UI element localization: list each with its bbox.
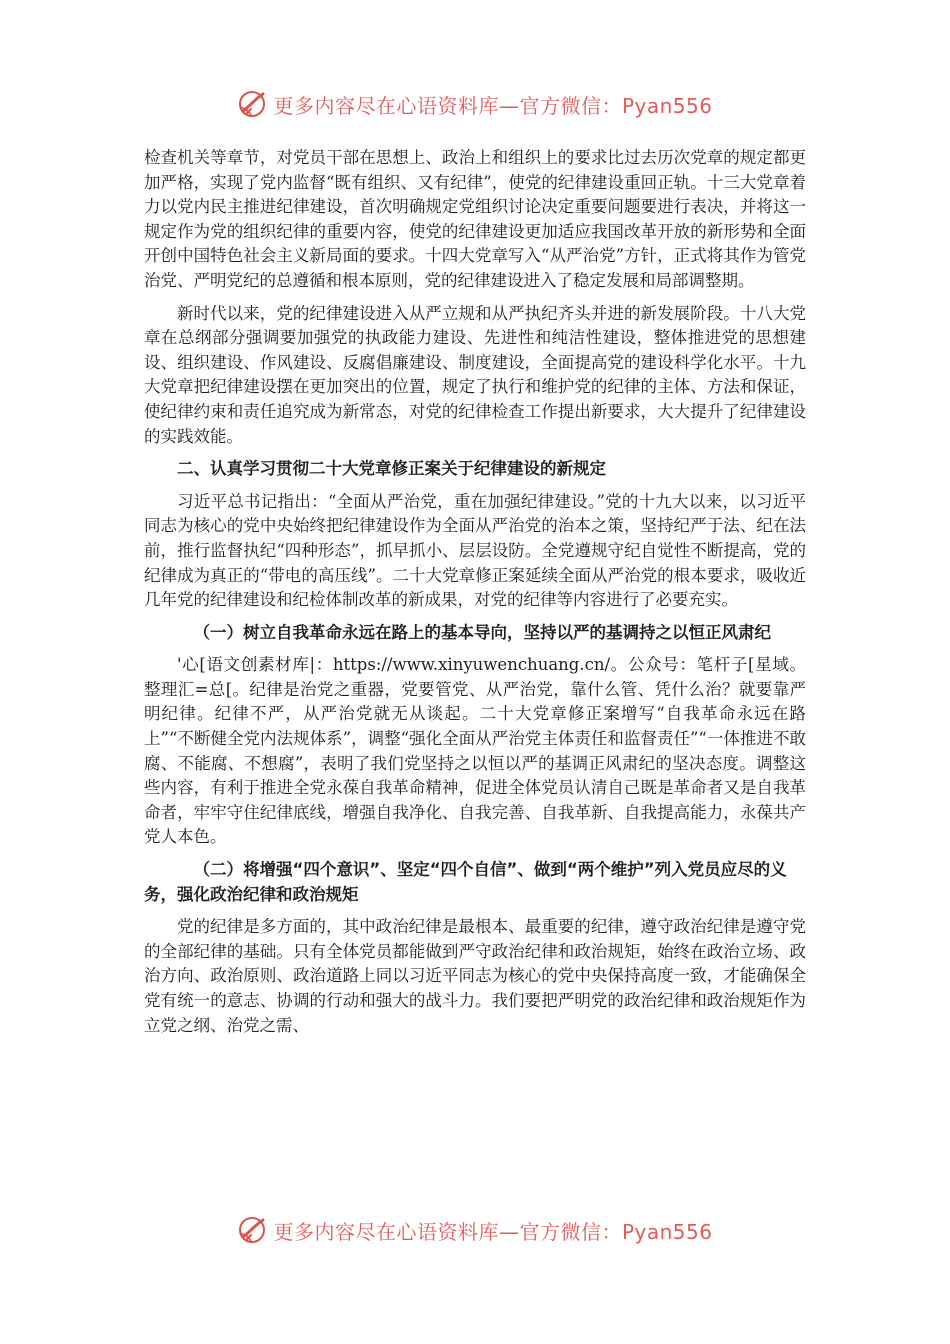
subsection-heading: （一）树立自我革命永远在路上的基本导向，坚持以严的基调持之以恒正风肃纪 <box>193 622 771 642</box>
paragraph: 新时代以来，党的纪律建设进入从严立规和从严执纪齐头并进的新发展阶段。十八大党章在总纲部分强调要加强党的执政能力建设、先进性和纯洁性建设，整体推进党的思想建设、组织建设、作风建设、反腐倡廉建设、制度建设，全面提高党的建设科学化水平。十九大党章把纪律建设摆在更加突出的位置，规定了执行和维护党的纪律的主体、方法和保证，使纪律约束和责任追究成为新常态，对党的纪律检查工作提出新要求，大大提升了纪律建设的实践效能。 <box>144 303 806 446</box>
brush-logo-icon <box>237 1215 267 1245</box>
paragraph: 习近平总书记指出：“全面从严治党，重在加强纪律建设。”党的十九大以来，以习近平同志为核心的党中央始终把纪律建设作为全面从严治党的治本之策，坚持纪严于法、纪在法前，推行监督执纪“四种形态”，抓早抓小、层层设防。全党遵规守纪自觉性不断提高，党的纪律成为真正的“带电的高压线”。二十大党章修正案延续全面从严治党的根本要求，吸收近几年党的纪律建设和纪检体制改革的新成果，对党的纪律等内容进行了必要充实。 <box>144 491 806 610</box>
paragraph: 检查机关等章节，对党员干部在思想上、政治上和组织上的要求比过去历次党章的规定都更加严格，实现了党内监督“既有组织、又有纪律”，使党的纪律建设重回正轨。十三大党章着力以党内民主推进纪律建设，首次明确规定党组织讨论决定重要问题要进行表决，并将这一规定作为党的组织纪律的重要内容，使党的纪律建设更加适应我国改革开放的新形势和全面开创中国特色社会主义新局面的要求。十四大党章写入“从严治党”方针，正式将其作为管党治党、严明党纪的总遵循和根本原则，党的纪律建设进入了稳定发展和局部调整期。 <box>144 148 806 290</box>
subsection-heading: （二）将增强“四个意识”、坚定“四个自信”、做到“两个维护”列入党员应尽的义务，强化政治纪律和政治规矩 <box>144 860 787 904</box>
paragraph: '心[语文创素材库|：https://www.xinyuwenchuang.cn/。公众号：笔杆子[星域。整理汇=总[。纪律是治党之重器，党要管党、从严治党，靠什么管、凭什么治？就要靠严明纪律。纪律不严，从严治党就无从谈起。二十大党章修正案增写“自我革命永远在路上”“不断健全党内法规体系”，调整“强化全面从严治党主体责任和监督责任”“一体推进不敢腐、不能腐、不想腐”，表明了我们党坚持之以恒以严的基调正风肃纪的坚决态度。调整这些内容，有利于推进全党永葆自我革命精神，促进全体党员认清自己既是革命者又是自我革命者，牢牢守住纪律底线，增强自我净化、自我完善、自我革新、自我提高能力，永葆共产党人本色。 <box>144 655 806 847</box>
brush-logo-icon <box>237 89 267 119</box>
section-heading: 二、认真学习贯彻二十大党章修正案关于纪律建设的新规定 <box>177 459 606 479</box>
paragraph: 党的纪律是多方面的，其中政治纪律是最根本、最重要的纪律，遵守政治纪律是遵守党的全部纪律的基础。只有全体党员都能做到严守政治纪律和政治规矩，始终在政治立场、政治方向、政治原则、政治道路上同以习近平同志为核心的党中央保持高度一致，才能确保全党有统一的意志、协调的行动和强大的战斗力。我们要把严明党的政治纪律和政治规矩作为立党之纲、治党之需、 <box>144 917 806 1035</box>
banner-text: 更多内容尽在心语资料库—官方微信：Pyan556 <box>273 93 713 118</box>
footer-banner <box>0 1210 950 1250</box>
banner-text: 更多内容尽在心语资料库—官方微信：Pyan556 <box>273 1219 713 1244</box>
header-banner <box>0 84 950 124</box>
document-body <box>144 146 806 1046</box>
